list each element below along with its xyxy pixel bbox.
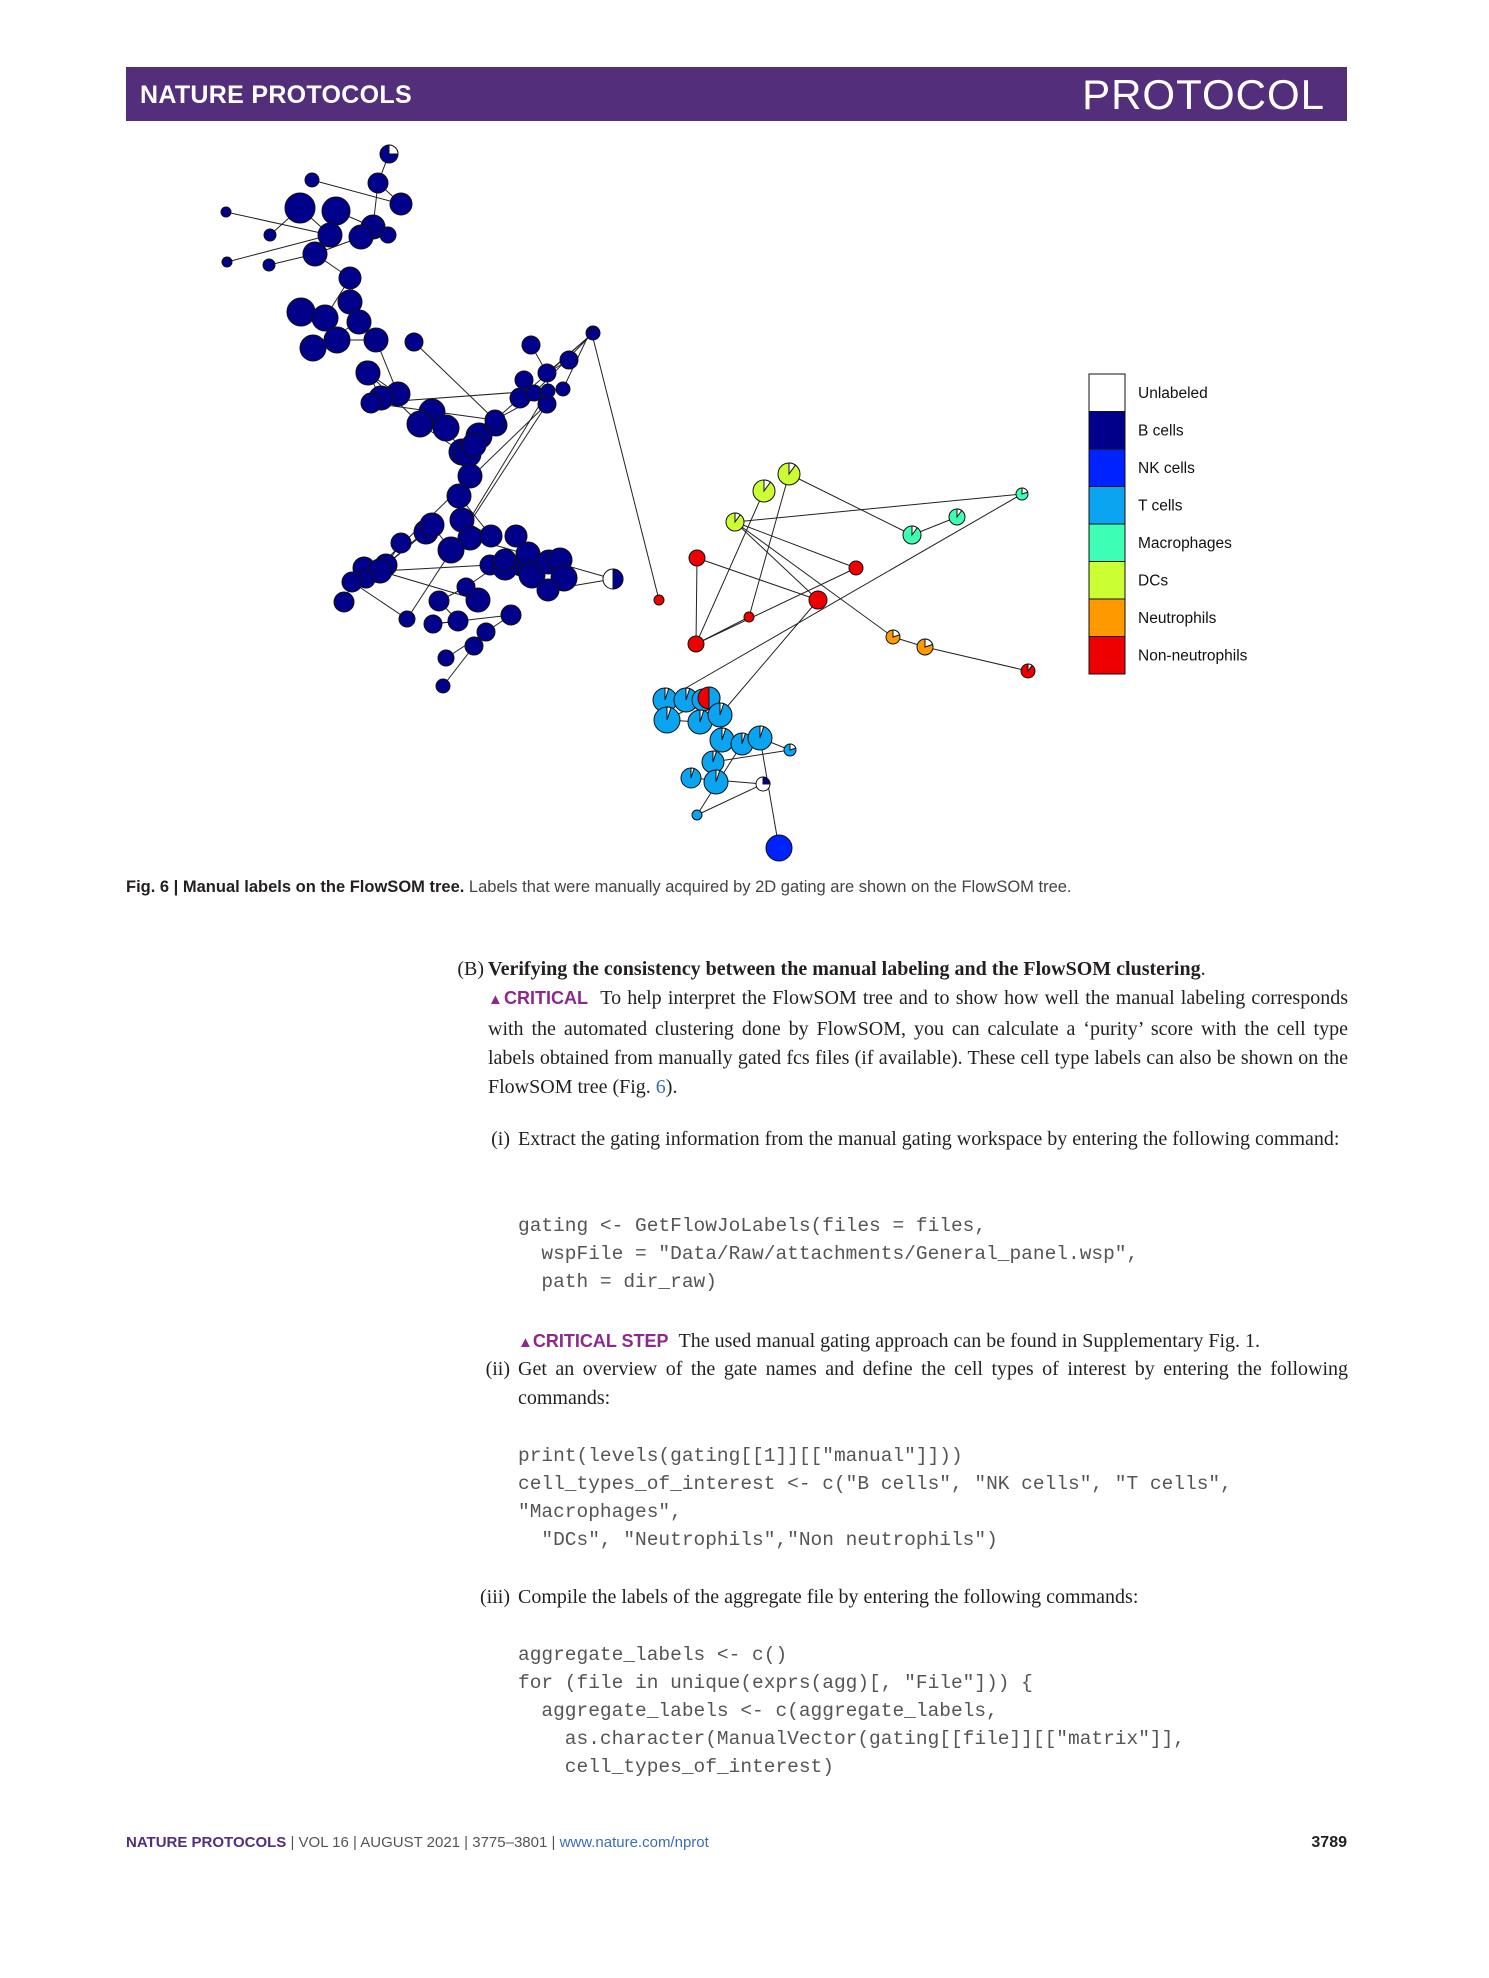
tree-node [399,611,415,627]
tree-node [222,257,232,267]
tree-node [303,242,327,266]
tree-node [263,259,275,271]
tree-node [465,637,483,655]
tree-node [347,310,371,334]
tree-node [744,612,754,622]
critical-text: To help interpret the FlowSOM tree and to show how well the manual labeling corresponds with the automated clustering done by FlowSOM, you can calculate a ‘purity’ score with the cell type labels obtained from manually gated fcs files (if available). These cell type labels can also be shown on the FlowSOM tree (Fig. [488,987,1349,1098]
step-i-number: (i) [491,1128,510,1150]
tree-node [322,197,350,225]
flowsom-tree-figure [0,130,1489,870]
tree-edge [760,738,779,848]
legend-swatch [1089,487,1125,525]
legend-label: DCs [1138,572,1169,590]
step-b-title: Verifying the consistency between the manual labeling and the FlowSOM clustering [488,958,1201,980]
caption-text: Labels that were manually acquired by 2D gating are shown on the FlowSOM tree. [464,878,1072,896]
tree-edge [697,558,818,600]
tree-node [537,579,559,601]
tree-node [448,611,468,631]
step-ii-number: (ii) [485,1358,510,1380]
figure-caption [126,878,1347,897]
step-iii-code: aggregate_labels <- c() for (file in unique(exprs(agg)[, "File"])) { aggregate_labels <- c(aggregate_labels, as.character(ManualVector(gating[[file]][["matrix"]], cell_types_of_interest) [518,1644,1186,1778]
tree-node [405,333,423,351]
critical-step-text: The used manual gating approach can be found in Supplementary Fig. 1. [678,1330,1261,1352]
tree-node [424,615,442,633]
tree-node [689,550,705,566]
tree-node [447,484,471,508]
tree-node [364,328,388,352]
step-iii-text: Compile the labels of the aggregate file by entering the following commands: [518,1586,1139,1608]
legend-label: B cells [1138,422,1184,440]
journal-name: NATURE PROTOCOLS [140,81,412,109]
footer-issue: | VOL 16 | AUGUST 2021 | 3775–3801 | [286,1834,560,1851]
critical-step-triangle-icon: ▲ [518,1335,533,1351]
tree-node-slice [613,569,623,589]
tree-node [436,679,450,693]
tree-node [541,384,555,398]
tree-node [264,229,276,241]
page-footer [126,1834,1347,1851]
tree-edge [226,212,330,235]
tree-node [391,533,411,553]
step-ii-text: Get an overview of the gate names and define the cell types of interest by entering the following commands: [518,1358,1348,1409]
journal-header [126,67,1347,121]
footer-url-link[interactable]: www.nature.com/nprot [559,1834,709,1851]
tree-node [556,382,570,396]
step-i-text: Extract the gating information from the manual gating workspace by entering the following command: [518,1128,1340,1150]
legend-swatch [1089,449,1125,487]
tree-node [589,328,593,332]
tree-edge [925,647,1028,671]
tree-node [494,549,516,571]
tree-node [324,327,350,353]
legend-label: Macrophages [1138,535,1232,552]
legend-swatch [1089,562,1125,600]
tree-edge [696,568,856,644]
tree-node [688,636,704,652]
section-label: PROTOCOL [1082,71,1325,118]
tree-node [526,385,542,401]
legend-swatch [1089,374,1125,412]
tree-node-slice [389,145,398,154]
tree-edge [735,522,856,568]
figure-ref-link[interactable]: 6 [655,1076,666,1098]
step-ii-code: print(levels(gating[[1]][["manual"]])) cell_types_of_interest <- c("B cells", "NK cells", "T cells", "Macrophages", "DCs", "Neutrophils","Non neutrophils") [518,1445,1232,1551]
critical-step-label: CRITICAL STEP [532,1331,669,1351]
tree-node [380,227,396,243]
step-i-code: gating <- GetFlowJoLabels(files = files, wspFile = "Data/Raw/attachments/General_panel.wsp", path = dir_raw) [518,1215,1139,1293]
tree-node [480,525,502,547]
tree-node [654,595,664,605]
tree-node [501,605,521,625]
legend-label: Unlabeled [1138,385,1208,402]
tree-node [438,650,454,666]
legend-label: Neutrophils [1138,610,1217,627]
tree-node [538,364,556,382]
step-b: Verifying the consistency between the manual labeling and the FlowSOM clustering. ▲CRITICAL To help interpret the FlowSOM tree and to show how well the manual labeling corresponds with the automated clustering done by FlowSOM, you can calculate a ‘purity’ score with the cell type labels obtained from manually gated fcs files (if available). These cell type labels can also be shown on the FlowSOM tree (Fig. 6). [488,958,1349,1098]
tree-node [390,193,412,215]
tree-edge [735,494,1022,522]
tree-node [221,207,231,217]
tree-node [407,411,433,437]
tree-node-slice [763,777,770,784]
tree-node [342,572,362,592]
tree-node [334,592,354,612]
tree-node [849,561,863,575]
legend-swatch [1089,412,1125,450]
tree-node [433,415,459,441]
tree-edge [591,330,659,600]
tree-node [457,578,475,596]
tree-node [429,591,449,611]
tree-node [586,326,600,340]
tree-node [361,393,381,413]
page-number: 3789 [1311,1834,1347,1851]
tree-node [420,513,444,537]
legend-swatch [1089,637,1125,675]
legend-label: Non-neutrophils [1138,647,1248,665]
legend-swatch [1089,599,1125,637]
tree-node [766,835,792,861]
critical-triangle-icon: ▲ [488,992,504,1008]
tree-node [462,433,486,457]
tree-node [809,591,827,609]
tree-node [477,623,495,641]
critical-label: CRITICAL [504,988,588,1008]
critical-end: ). [665,1076,678,1098]
step-b-number: (B) [457,958,484,980]
tree-node [305,173,319,187]
tree-node [287,298,315,326]
tree-node [692,810,702,820]
tree-edge [735,522,818,600]
footer-journal: NATURE PROTOCOLS [126,1834,287,1851]
tree-edge [696,558,697,644]
tree-node [368,173,388,193]
step-iii-number: (iii) [480,1586,510,1608]
tree-node [339,267,361,289]
legend-label: NK cells [1138,460,1195,477]
caption-label: Fig. 6 | Manual labels on the FlowSOM tree. [126,878,465,896]
tree-node [438,537,464,563]
tree-node [522,336,540,354]
tree-node [356,361,380,385]
tree-edge [789,474,912,535]
legend-label: T cells [1138,497,1183,515]
tree-node [349,225,373,249]
step-i-critical [518,1327,1348,1358]
legend-swatch [1089,524,1125,562]
tree-edge [720,600,818,715]
tree-node [560,351,578,369]
tree-node [285,193,315,223]
tree-node [300,335,326,361]
tree-node [485,410,505,430]
tree-edge [665,494,1022,700]
